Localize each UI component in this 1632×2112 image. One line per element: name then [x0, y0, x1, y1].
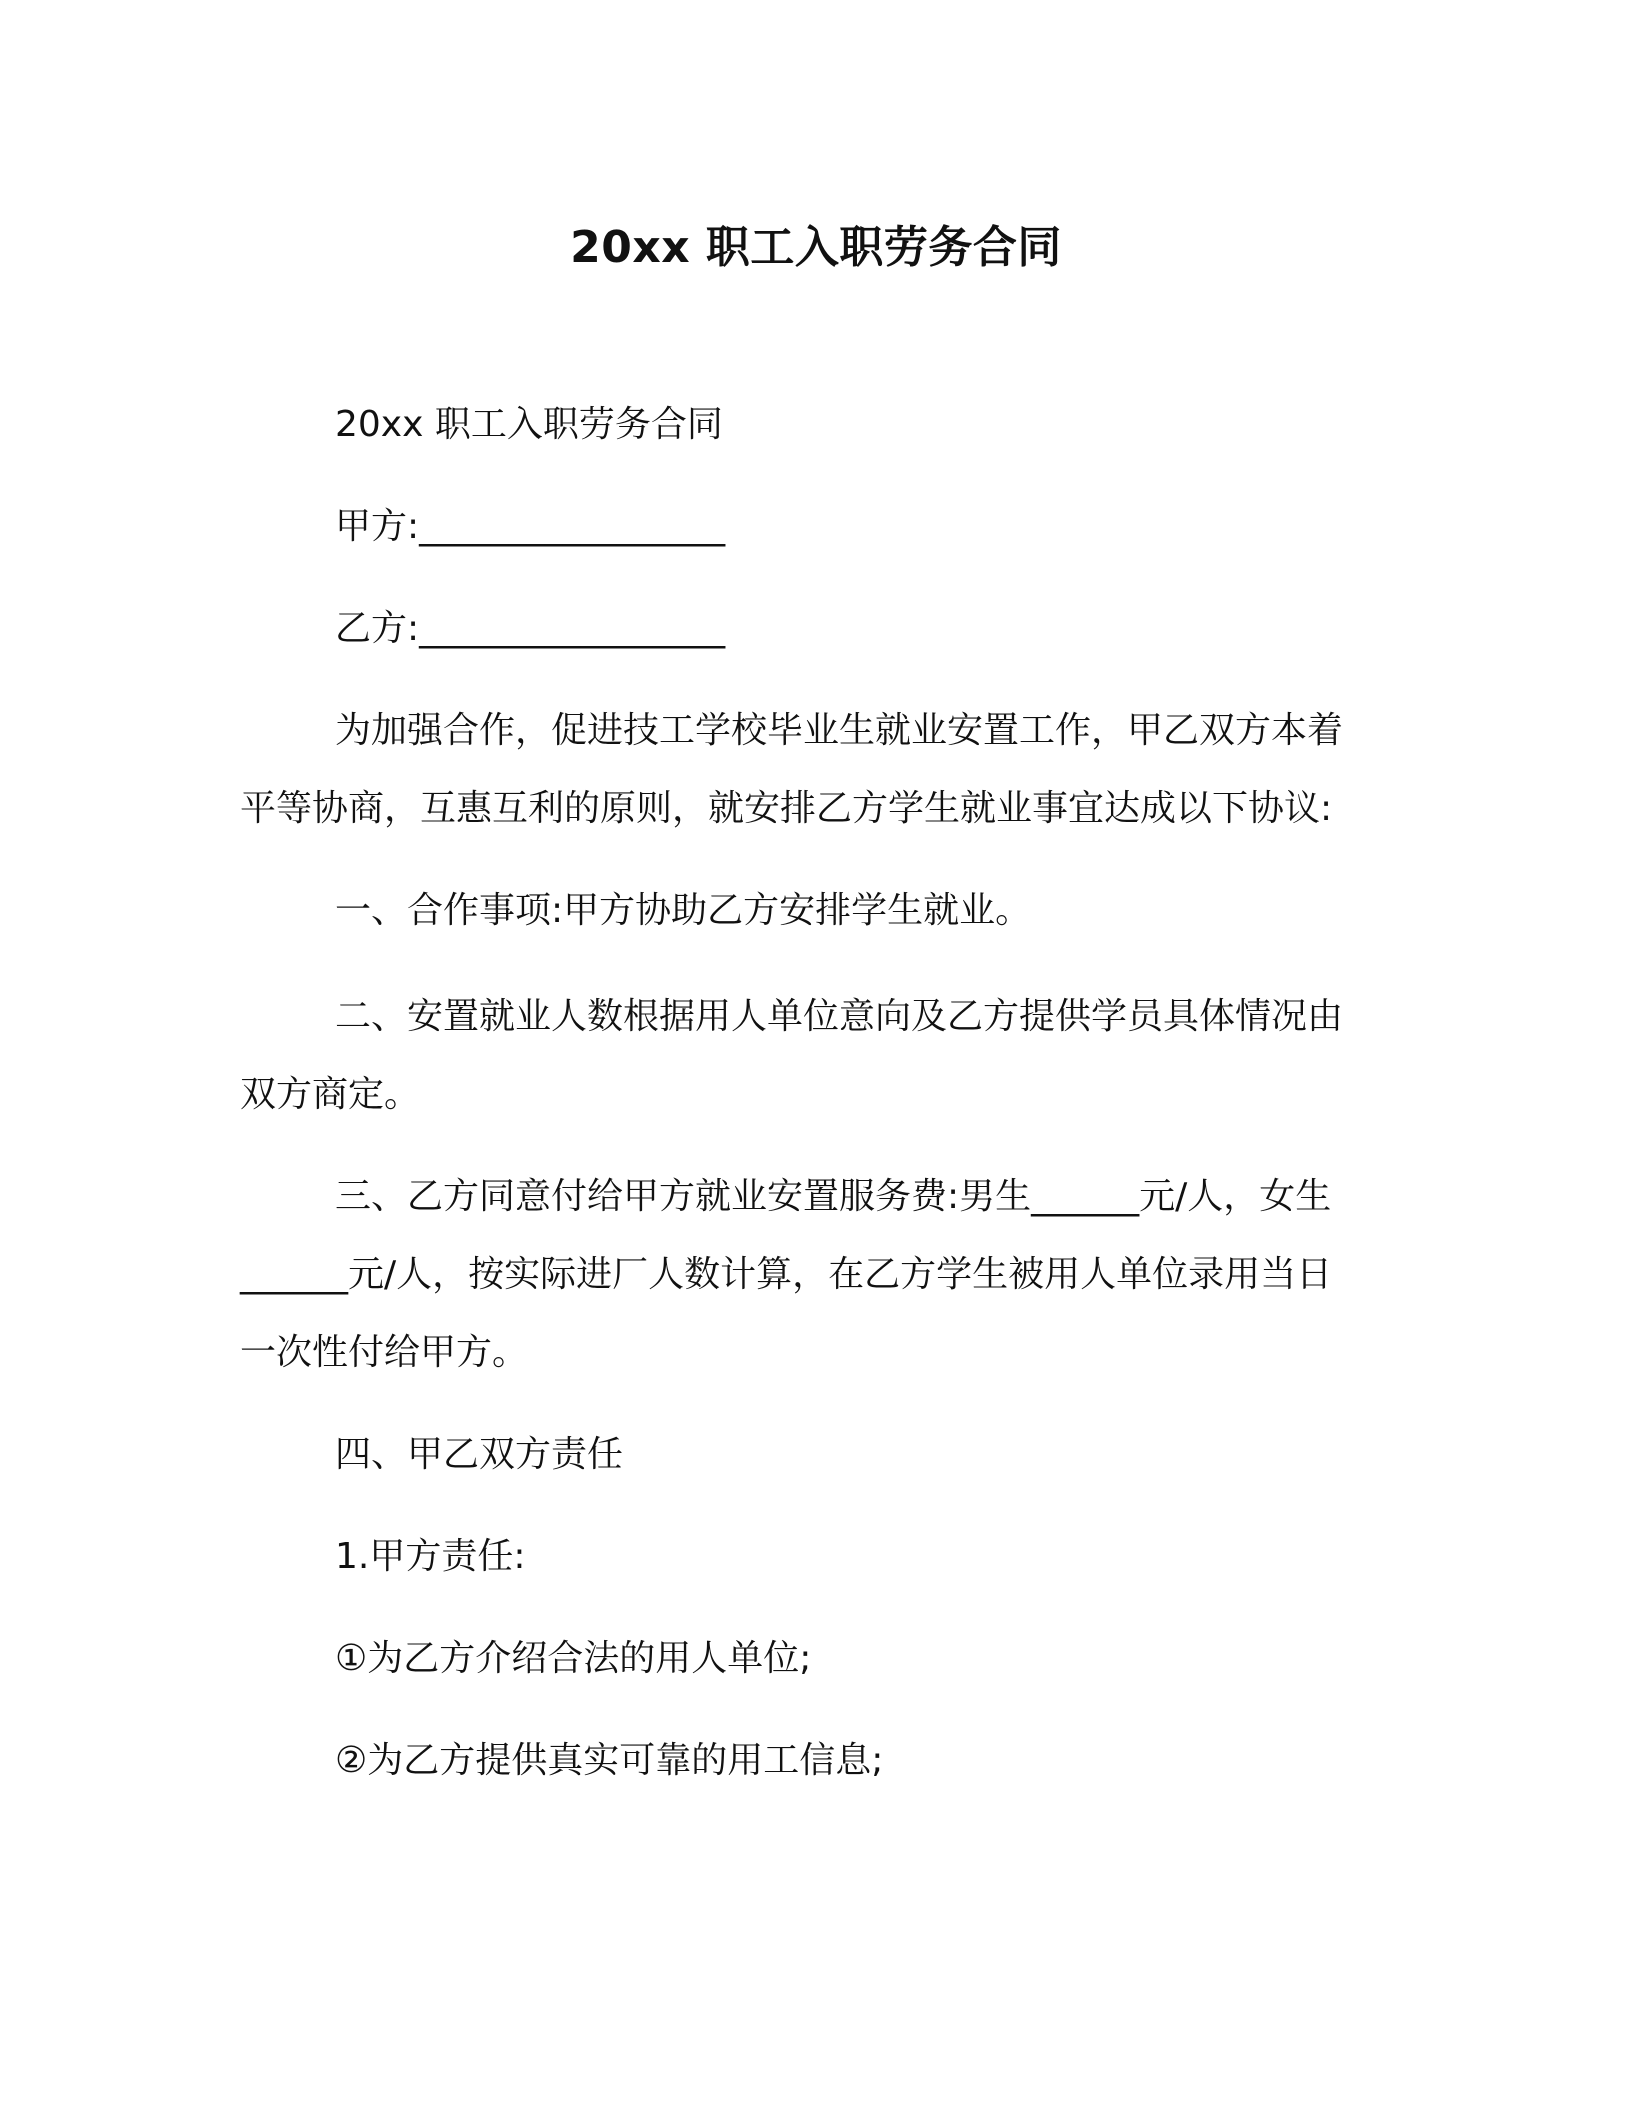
responsibility-item-1: ①为乙方介绍合法的用人单位;: [335, 1638, 812, 1679]
clause-4-heading: 四、甲乙双方责任: [335, 1434, 624, 1475]
party-b-line: 乙方:_________________: [335, 608, 726, 649]
clause-2-line-1: 二、安置就业人数根据用人单位意向及乙方提供学员具体情况由: [335, 996, 1344, 1037]
clause-2-line-2: 双方商定。: [240, 1074, 421, 1115]
clause-3-line-3: 一次性付给甲方。: [240, 1332, 529, 1373]
clause-3-line-2: ______元/人，按实际进厂人数计算，在乙方学生被用人单位录用当日: [240, 1254, 1333, 1295]
subtitle: 20xx 职工入职劳务合同: [335, 404, 723, 445]
intro-line-2: 平等协商，互惠互利的原则，就安排乙方学生就业事宜达成以下协议:: [240, 788, 1333, 829]
clause-3-line-1: 三、乙方同意付给甲方就业安置服务费:男生______元/人，女生: [335, 1176, 1332, 1217]
document-title: 20xx 职工入职劳务合同: [570, 222, 1062, 273]
intro-line-1: 为加强合作，促进技工学校毕业生就业安置工作，甲乙双方本着: [335, 710, 1344, 751]
responsibility-item-2: ②为乙方提供真实可靠的用工信息;: [335, 1740, 884, 1781]
party-a-responsibility-heading: 1.甲方责任:: [335, 1536, 526, 1577]
party-a-line: 甲方:_________________: [335, 506, 726, 547]
clause-1: 一、合作事项:甲方协助乙方安排学生就业。: [335, 890, 1032, 931]
